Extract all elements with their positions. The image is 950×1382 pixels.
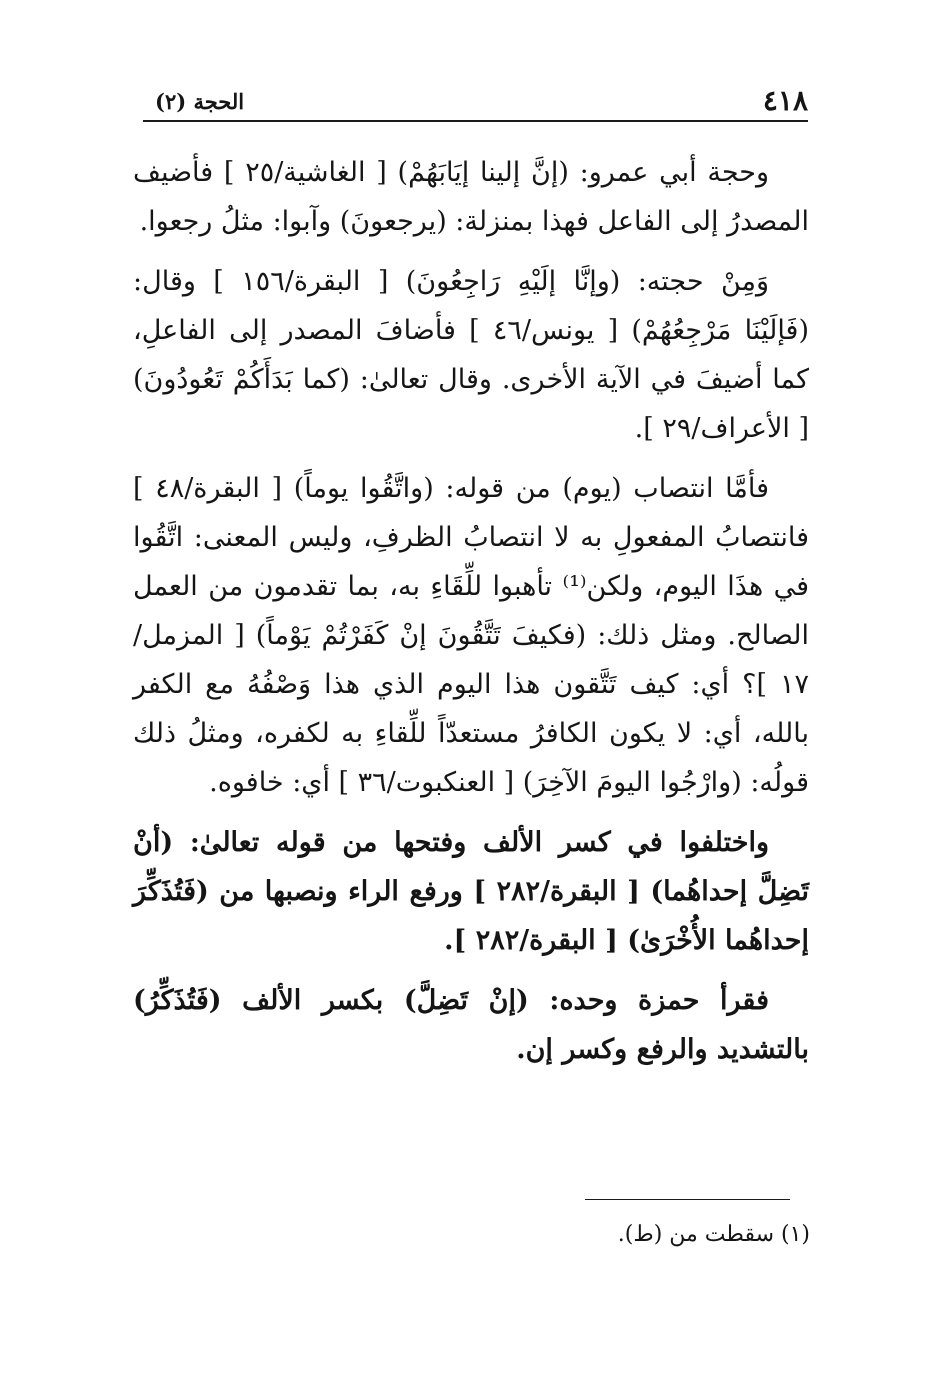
paragraph: فقرأ حمزة وحده: (إنْ تَضِلَّ) بكسر الألف (فَتُذَكِّرُ) بالتشديد والرفع وكسر إن.: [133, 985, 809, 1065]
paragraph: وَمِنْ حجته: (وإنَّا إلَيْهِ رَاجِعُونَ) [ البقرة/١٥٦ ] وقال: (فَإلَيْنَا مَرْجِعُهُمْ) [ يونس/٤٦ ] فأضافَ المصدر إلى الفاعلِ، كما أضيفَ في الآية الأخرى. وقال تعالىٰ: (كما بَدَأَكُمْ تَعُودُونَ) [ الأعراف/٢٩ ].: [133, 266, 809, 444]
running-title: الحجة (٢): [155, 89, 245, 114]
footnote: (١) سقطت من (ط).: [617, 1222, 810, 1247]
paragraph: فأمَّا انتصاب (يوم) من قوله: (واتَّقُوا يوماً) [ البقرة/٤٨ ] فانتصابُ المفعولِ به لا انتصابُ الظرفِ، وليس المعنى: اتَّقُوا في هذَا اليوم، ولكن⁽¹⁾ تأهبوا للِّقَاءِ به، بما تقدمون من العمل الصالح. ومثل ذلك: (فكيفَ تَتَّقُونَ إنْ كَفَرْتُمْ يَوْماً) [ المزمل/١٧ ]؟ أي: كيف تَتَّقون هذا اليوم الذي هذا وَصْفُهُ مع الكفر بالله، أي: لا يكون الكافرُ مستعدّاً للِّقاءِ به لكفره، ومثلُ ذلك قولُه: (وارْجُوا اليومَ الآخِرَ) [ العنكبوت/٣٦ ] أي: خافوه.: [133, 473, 810, 798]
paragraph: وحجة أبي عمرو: (إنَّ إلينا إيَابَهُمْ) [ الغاشية/٢٥ ] فأضيف المصدرُ إلى الفاعل فهذا بمنزلة: (يرجعونَ) وآبوا: مثلُ رجعوا.: [133, 157, 809, 237]
paragraph: واختلفوا في كسر الألف وفتحها من قوله تعالىٰ: (أنْ تَضِلَّ إحداهُما) [ البقرة/٢٨٢ ] ورفع الراء ونصبها من (فَتُذَكِّرَ إحداهُما الأُخْرَىٰ) [ البقرة/٢٨٢ ].: [133, 827, 809, 956]
footnote-divider: [585, 1199, 790, 1200]
page-number: ٤١٨: [762, 84, 808, 117]
page-header: [143, 84, 808, 122]
main-text: [133, 148, 809, 1074]
